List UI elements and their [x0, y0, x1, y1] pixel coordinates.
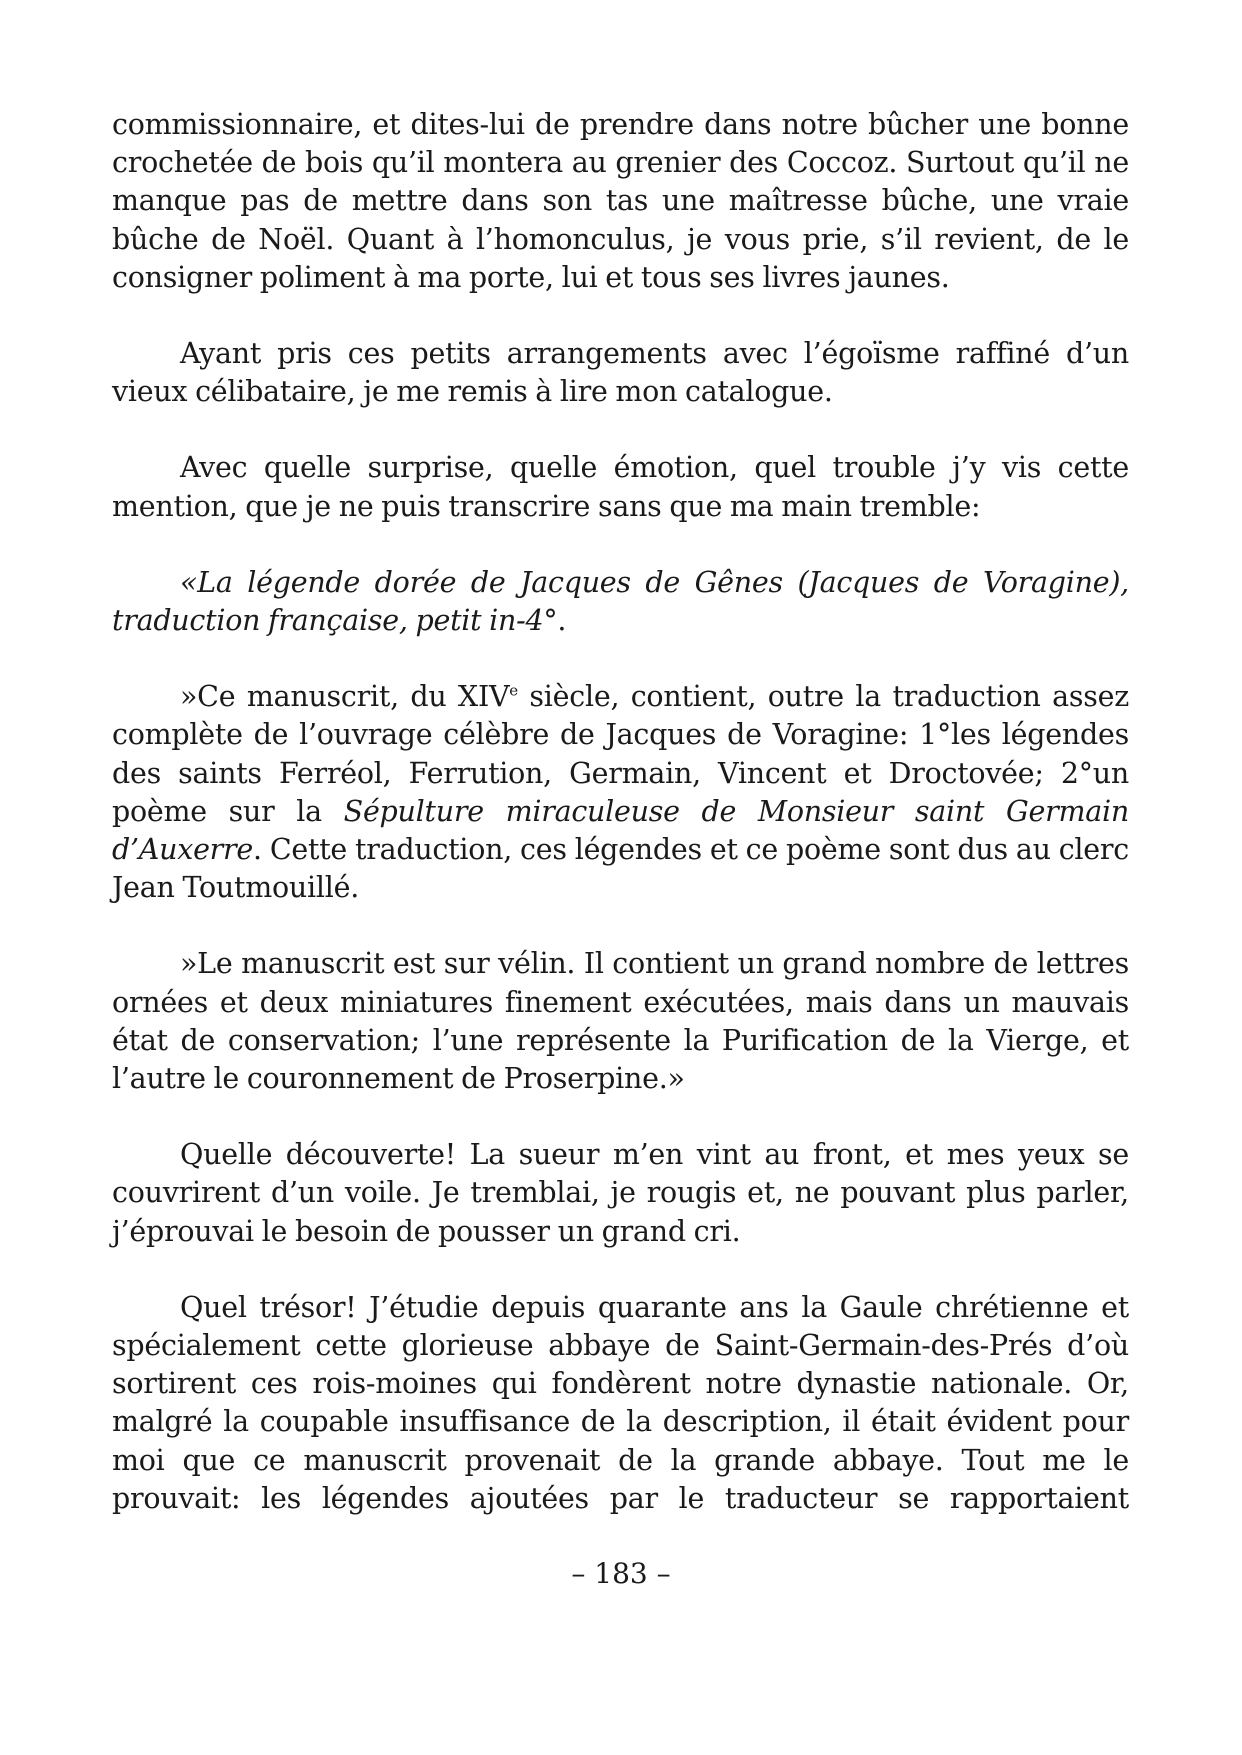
- entry-description-c: . Cette traduction, ces légendes et ce poème sont dus au clerc Jean Toutmouillé.: [112, 833, 1129, 905]
- century-superscript: e: [509, 681, 518, 700]
- catalogue-entry-title: [112, 564, 1129, 640]
- catalogue-entry-description: [112, 678, 1129, 907]
- entry-description-b: siècle, contient, outre la traduction assez complète de l’ouvrage célèbre de Jacques de Voragine: 1°les légendes des saints Ferréol, Ferrution, Germain, Vincent et Droctovée; 2°un poème sur la: [112, 680, 1129, 828]
- paragraph-7: Quelle découverte! La sueur m’en vint au front, et mes yeux se couvrirent d’un voile. Je tremblai, je rougis et, ne pouvant plus parler, j’éprouvai le besoin de pousser un grand cri.: [112, 1138, 1129, 1248]
- entry-description-a: »Ce manuscrit, du XIV: [180, 680, 510, 714]
- entry-title-italic: La légende dorée de Jacques de Gênes (Jacques de Voragine), traduction française, petit in-4: [112, 565, 1129, 638]
- page-number: – 183 –: [571, 1557, 671, 1590]
- paragraph-2: Ayant pris ces petits arrangements avec l’égoïsme raffiné d’un vieux célibataire, je me remis à lire mon catalogue.: [112, 337, 1129, 409]
- entry-title-end: °.: [543, 604, 567, 638]
- page-body: [112, 106, 1129, 1518]
- paragraph-8: Quel trésor! J’étudie depuis quarante ans la Gaule chrétienne et spécialement cette glorieuse abbaye de Saint-Germain-des-Prés d’où sortirent ces rois-moines qui fondèrent notre dynastie nationale. Or, malgré la coupable insuffisance de la description, il était évident pour moi que ce manuscrit provenait de la grande abbaye. Tout me le prouvait: les légendes ajoutées par le traducteur se rapportaient: [112, 1290, 1129, 1515]
- poem-title-italic: Sépulture miraculeuse de Monsieur saint Germain d’Auxerre: [112, 794, 1129, 867]
- paragraph-1: commissionnaire, et dites-lui de prendre dans notre bûcher une bonne crochetée de bois qu’il montera au grenier des Coccoz. Surtout qu’il ne manque pas de mettre dans son tas une maîtresse bûche, une vraie bûche de Noël. Quant à l’homonculus, je vous prie, s’il revient, de le consigner poliment à ma porte, lui et tous ses livres jaunes.: [112, 108, 1129, 294]
- paragraph-6: »Le manuscrit est sur vélin. Il contient un grand nombre de lettres ornées et deux miniatures finement exécutées, mais dans un mauvais état de conservation; l’une représente la Purification de la Vierge, et l’autre le couronnement de Proserpine.»: [112, 947, 1129, 1096]
- quote-open: «: [180, 565, 198, 599]
- paragraph-3: Avec quelle surprise, quelle émotion, quel trouble j’y vis cette mention, que je ne puis transcrire sans que ma main tremble:: [112, 451, 1129, 523]
